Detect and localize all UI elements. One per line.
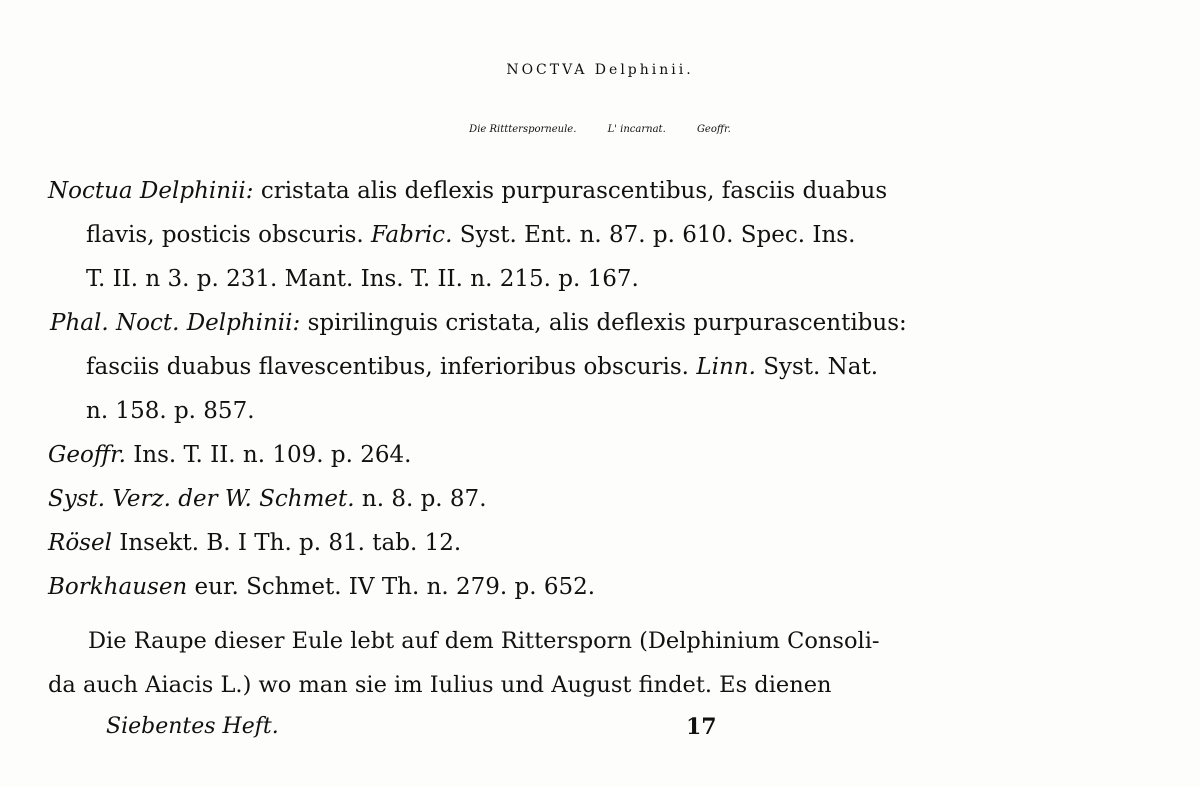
- subtitle-french: L' incarnat.: [607, 124, 666, 135]
- entry-text: spirilinguis cristata, alis deflexis purpurascentibus:: [300, 310, 907, 336]
- entry-5: [48, 530, 461, 556]
- entry-2-line-2: [86, 354, 878, 380]
- entry-label: Phal. Noct. Delphinii:: [50, 310, 301, 336]
- entry-author: Fabric.: [371, 222, 453, 248]
- entry-label: Syst. Verz. der W. Schmet.: [48, 486, 355, 512]
- entry-1-line-3: [86, 266, 639, 292]
- entry-text: n. 8. p. 87.: [354, 486, 487, 512]
- entry-text: n. 158. p. 857.: [86, 398, 255, 424]
- entry-text: Ins. T. II. n. 109. p. 264.: [125, 442, 412, 468]
- entry-label: Noctua Delphinii:: [48, 178, 254, 204]
- entry-author: Linn.: [696, 354, 756, 380]
- entry-4: [48, 486, 487, 512]
- signature-mark: Siebentes Heft.: [106, 714, 279, 739]
- entry-label: Borkhausen: [48, 574, 188, 600]
- subtitle-name: Die Ritttersporneule.: [469, 124, 577, 135]
- page-title: NOCTVA Delphinii.: [506, 62, 694, 78]
- entry-1-line-2: [86, 222, 855, 248]
- entry-text: cristata alis deflexis purpurascentibus, fasciis duabus: [253, 178, 888, 204]
- entry-3: [48, 442, 411, 468]
- page-number: 17: [686, 714, 717, 740]
- entry-text: fasciis duabus flavescentibus, inferioribus obscuris.: [86, 354, 697, 380]
- entry-text: Syst. Ent. n. 87. p. 610. Spec. Ins.: [452, 222, 856, 248]
- entry-label: Geoffr.: [48, 442, 126, 468]
- entry-2-line-3: [86, 398, 255, 424]
- paragraph-line-1: Die Raupe dieser Eule lebt auf dem Rittersporn (Delphinium Consoli-: [88, 628, 880, 654]
- subtitle: [0, 124, 1200, 135]
- subtitle-author: Geoffr.: [696, 124, 731, 135]
- entry-2-line-1: [50, 310, 907, 336]
- paragraph-line-2: da auch Aiacis L.) wo man sie im Iulius und August findet. Es dienen: [48, 672, 832, 698]
- entry-text: Insekt. B. I Th. p. 81. tab. 12.: [111, 530, 462, 556]
- entry-1-line-1: [48, 178, 887, 204]
- entry-text: flavis, posticis obscuris.: [86, 222, 371, 248]
- entry-text: Syst. Nat.: [755, 354, 879, 380]
- entry-6: [48, 574, 595, 600]
- entry-label: Rösel: [48, 530, 112, 556]
- entry-text: T. II. n 3. p. 231. Mant. Ins. T. II. n. 215. p. 167.: [86, 266, 639, 292]
- entry-text: eur. Schmet. IV Th. n. 279. p. 652.: [187, 574, 596, 600]
